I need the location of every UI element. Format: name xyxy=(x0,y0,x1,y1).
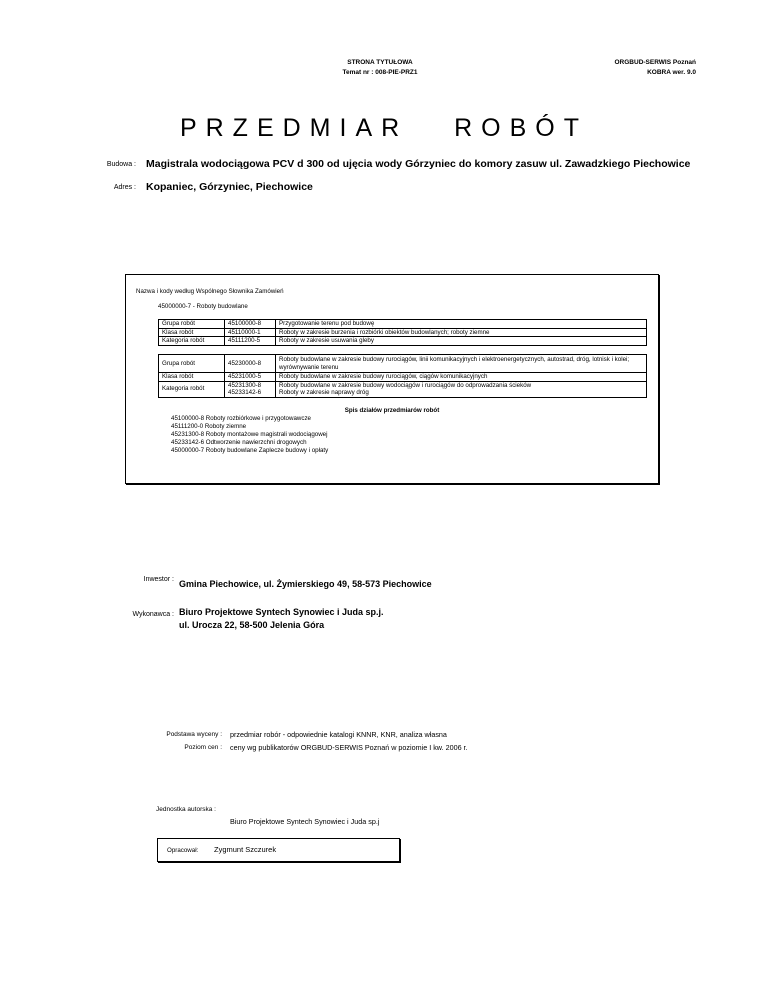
klasa-label: Klasa robót xyxy=(159,373,225,382)
kategoria-code: 45233142-6 xyxy=(228,389,262,396)
table-row xyxy=(159,355,647,373)
inwestor-label: Inwestor : xyxy=(143,576,174,583)
opracowal-box xyxy=(157,838,400,862)
klasa-code: 45231000-5 xyxy=(225,373,276,382)
header-version: KOBRA wer. 9.0 xyxy=(647,69,696,76)
list-item: 45231300-8 Roboty montażowe magistrali wodociągowej xyxy=(171,431,328,438)
grupa-code: 45230000-8 xyxy=(225,355,276,373)
cpv-table-1 xyxy=(158,319,647,346)
spis-heading: Spis działów przedmiarów robót xyxy=(344,407,440,414)
cpv-level-label: Kategoria robót xyxy=(159,337,225,346)
kategoria-code: 45231300-8 xyxy=(228,381,262,389)
cpv-level-label: Klasa robót xyxy=(159,328,225,337)
cpv-table-2 xyxy=(158,354,647,398)
table-row xyxy=(159,373,647,382)
inwestor-value: Gmina Piechowice, ul. Żymierskiego 49, 58-573 Piechowice xyxy=(179,579,432,589)
cpv-heading: Nazwa i kody według Wspólnego Słownika Zamówień xyxy=(136,288,284,295)
kategoria-label: Kategoria robót xyxy=(159,381,225,397)
list-item: 45000000-7 Roboty budowlane Zaplecze budowy i opłaty xyxy=(171,447,329,454)
adres-value: Kopaniec, Górzyniec, Piechowice xyxy=(146,181,313,193)
budowa-label: Budowa : xyxy=(106,161,136,168)
podstawa-label: Podstawa wyceny : xyxy=(166,731,222,738)
poziom-label: Poziom cen : xyxy=(184,744,222,751)
cpv-code: 45100000-8 xyxy=(225,320,276,329)
table-row xyxy=(159,320,647,329)
table-row xyxy=(159,328,647,337)
table-row xyxy=(159,337,647,346)
page-title: PRZEDMIAR ROBÓT xyxy=(179,114,589,142)
kategoria-desc: Roboty w zakresie naprawy dróg xyxy=(279,389,369,396)
kategoria-codes xyxy=(225,381,276,397)
header-center-title: STRONA TYTUŁOWA xyxy=(347,59,413,66)
cpv-frame xyxy=(125,274,659,484)
cpv-description: Roboty w zakresie burzenia i rozbiórki obiektów budowlanych; roboty ziemne xyxy=(276,328,647,337)
adres-label: Adres : xyxy=(113,184,136,191)
jednostka-value: Biuro Projektowe Syntech Synowiec i Juda sp.j xyxy=(230,817,380,826)
header-topic-number: Temat nr : 008-PIE-PRZ1 xyxy=(342,69,418,76)
list-item: 45111200-0 Roboty ziemne xyxy=(171,423,247,430)
poziom-value: ceny wg publikatorów ORGBUD-SERWIS Poznań w poziomie I kw. 2006 r. xyxy=(230,743,468,752)
grupa-label: Grupa robót xyxy=(159,355,225,373)
opracowal-label: Opracował: xyxy=(167,847,199,854)
opracowal-value: Zygmunt Szczurek xyxy=(214,845,277,854)
list-item: 45233142-6 Odtworzenie nawierzchni drogowych xyxy=(171,439,307,446)
cpv-description: Przygotowanie terenu pod budowę xyxy=(276,320,647,329)
wykonawca-label: Wykonawca : xyxy=(132,611,174,618)
wykonawca-line2: ul. Urocza 22, 58-500 Jelenia Góra xyxy=(179,620,325,630)
cpv-code: 45111200-5 xyxy=(225,337,276,346)
cpv-description: Roboty w zakresie usuwania gleby xyxy=(276,337,647,346)
header-company: ORGBUD-SERWIS Poznań xyxy=(614,59,696,66)
wykonawca-line1: Biuro Projektowe Syntech Synowiec i Juda sp.j. xyxy=(179,607,384,617)
cpv-level-label: Grupa robót xyxy=(159,320,225,329)
grupa-desc: Roboty budowlane w zakresie budowy rurociągów, linii komunikacyjnych i elektroenergetycznych, autostrad, dróg, lotnisk i kolei; wyrównywanie terenu xyxy=(276,355,647,373)
cpv-main-code: 45000000-7 - Roboty budowlane xyxy=(158,303,248,310)
spis-list xyxy=(171,415,328,455)
klasa-desc: Roboty budowlane w zakresie budowy rurociągów, ciągów komunikacyjnych xyxy=(276,373,647,382)
kategoria-descs xyxy=(276,381,647,397)
list-item: 45100000-8 Roboty rozbiórkowe i przygotowawcze xyxy=(171,415,311,422)
table-row xyxy=(159,381,647,397)
jednostka-label: Jednostka autorska : xyxy=(156,806,216,813)
budowa-value: Magistrala wodociągowa PCV d 300 od ujęcia wody Górzyniec do komory zasuw ul. Zawadzkiego Piechowice xyxy=(146,158,691,170)
podstawa-value: przedmiar robór - odpowiednie katalogi KNNR, KNR, analiza własna xyxy=(230,730,447,739)
cpv-code: 45110000-1 xyxy=(225,328,276,337)
kategoria-desc: Roboty budowlane w zakresie budowy wodociągów i rurociągów do odprowadzania ścieków xyxy=(279,381,532,389)
